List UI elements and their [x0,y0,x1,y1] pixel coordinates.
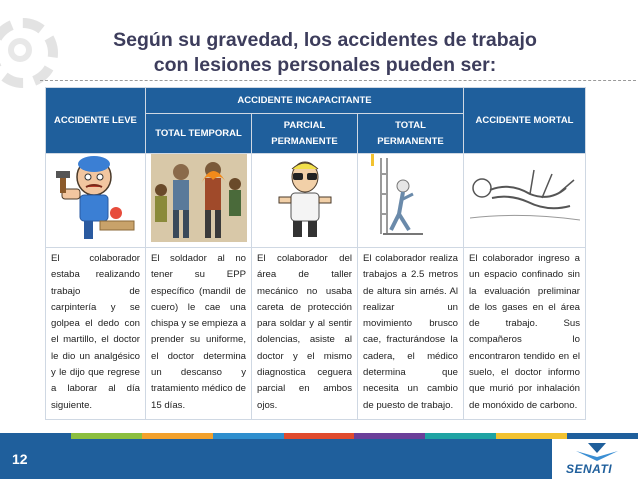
page-title [90,28,560,78]
title-divider [40,80,636,81]
image-cell-leve [46,154,146,248]
welder-goggles-icon [275,157,335,239]
image-cell-parcial [252,154,358,248]
header-parcial-line2: PERMANENTE [271,135,338,147]
description-temporal: El soldador al no tener su EPP específico (mandil de cuero) le cae una chispa y se empieza a prender su uniforme, el doctor determina un descanso y tratamiento médico de 15 días. [146,248,252,420]
description-leve: El colaborador estaba realizando trabajo de carpintería y se golpea el dedo con el martillo, el doctor le dio un analgésico y le dijo que regrese a laborar al día siguiente. [46,248,146,420]
header-total-temporal: TOTAL TEMPORAL [146,114,252,154]
description-total: El colaborador realiza trabajos a 2.5 metros de altura sin arnés. Al realizar un movimiento brusco cae, fracturándose la cadera, el médico determina que necesita un cambio de puesto de trabajo. [358,248,464,420]
image-cell-temporal [146,154,252,248]
header-accidente-leve: ACCIDENTE LEVE [46,88,146,154]
title-line-1: Según su gravedad, los accidentes de trabajo [113,29,537,51]
header-accidente-mortal: ACCIDENTE MORTAL [464,88,586,154]
accidents-table [45,87,586,420]
stripe-segment [567,433,638,439]
image-cell-mortal [464,154,586,248]
description-parcial: El colaborador del área de taller mecánico no usaba careta de protección para soldar y al sentir dolencias, asiste al doctor y el mismo diagnostica ceguera parcial en ambos ojos. [252,248,358,420]
header-parcial-permanente [252,114,358,154]
welder-fire-icon [151,154,247,242]
header-parcial-line1: PARCIAL [283,119,326,131]
description-mortal: El colaborador ingreso a un espacio confinado sin la evaluación preliminar de los gases en el área de trabajo. Sus compañeros lo encontraron tendido en el suelo, el doctor informo que murió por inhalación de monóxido de carbono. [464,248,586,420]
title-line-2: con lesiones personales pueden ser: [153,54,497,76]
lying-worker-icon [470,158,580,238]
header-total-line1: TOTAL [395,119,426,131]
gear-decoration-small-icon [8,38,32,62]
page-number: 12 [12,451,28,467]
header-total-line2: PERMANENTE [377,135,444,147]
image-cell-total [358,154,464,248]
footer-bar [0,439,552,479]
header-accidente-incapacitante: ACCIDENTE INCAPACITANTE [146,88,464,114]
hammer-worker-icon [56,155,136,241]
falling-worker-icon [363,154,459,242]
header-total-permanente [358,114,464,154]
senati-logo-text: SENATI [566,462,613,476]
